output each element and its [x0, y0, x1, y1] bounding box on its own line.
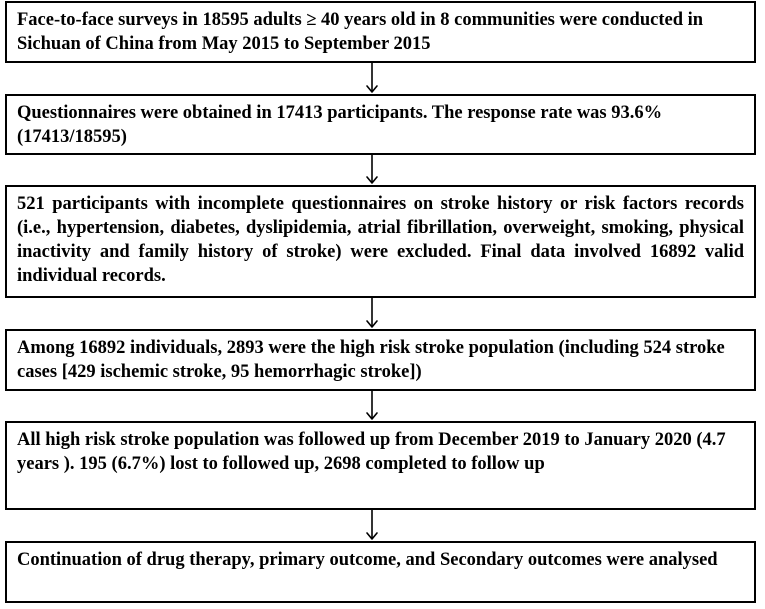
flow-box-exclusions	[5, 185, 756, 298]
flow-arrowhead-3	[367, 321, 377, 327]
flow-box-follow-up-text: All high risk stroke population was followed up from December 2019 to January 2020 (4.7 years ). 195 (6.7%) lost to followed up, 2698 completed to follow up	[17, 430, 726, 474]
flow-box-exclusions-text: 521 participants with incomplete questionnaires on stroke history or risk factors records (i.e., hypertension, diabetes, dyslipidemia, atrial fibrillation, overweight, smoking, physical inactivity and family history of stroke) were excluded. Final data involved 16892 valid individual records.	[17, 194, 744, 286]
flow-box-high-risk-population	[5, 329, 756, 391]
flow-arrowhead-4	[367, 413, 377, 419]
flow-box-outcomes	[5, 541, 756, 603]
flow-box-outcomes-text: Continuation of drug therapy, primary outcome, and Secondary outcomes were analysed	[17, 550, 718, 570]
flow-box-survey	[5, 1, 756, 63]
flow-arrowhead-5	[367, 533, 377, 539]
flow-box-survey-text: Face-to-face surveys in 18595 adults ≥ 40 years old in 8 communities were conducted in Sichuan of China from May 2015 to September 2015	[17, 10, 704, 54]
flow-box-questionnaires	[5, 94, 756, 155]
flow-box-questionnaires-text: Questionnaires were obtained in 17413 participants. The response rate was 93.6% (17413/18595)	[17, 103, 663, 147]
flow-arrowhead-1	[367, 86, 377, 92]
flow-arrowhead-2	[367, 177, 377, 183]
flow-box-follow-up	[5, 421, 756, 510]
flow-box-high-risk-population-text: Among 16892 individuals, 2893 were the high risk stroke population (including 524 stroke cases [429 ischemic stroke, 95 hemorrhagic stroke])	[17, 338, 725, 382]
